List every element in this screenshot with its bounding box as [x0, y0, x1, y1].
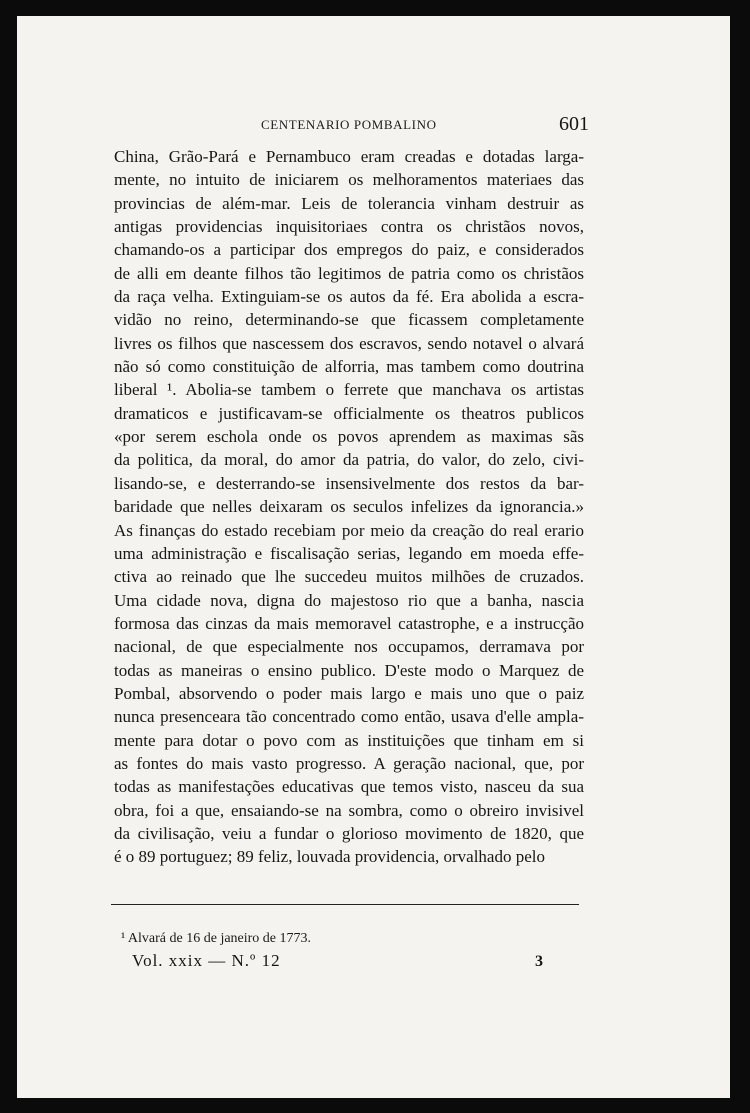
- text-line: uma administração e fiscalisação serias, legando em moeda effe-: [114, 543, 584, 563]
- text-line: livres os filhos que nascessem dos escravos, sendo notavel o alvará: [114, 333, 584, 353]
- text-line: mente para dotar o povo com as instituições que tinham em si: [114, 730, 584, 750]
- text-line: vidão no reino, determinando-se que ficassem completamente: [114, 310, 584, 330]
- text-line: As finanças do estado recebiam por meio da creação do real erario: [114, 520, 584, 540]
- text-line: «por serem eschola onde os povos aprendem as maximas sãs: [114, 427, 584, 447]
- text-line: formosa das cinzas da mais memoravel catastrophe, e a instrucção: [114, 613, 584, 633]
- text-line: não só como constituição de alforria, mas tambem como doutrina: [114, 357, 584, 377]
- text-line: da civilisação, veiu a fundar o glorioso movimento de 1820, que: [114, 823, 584, 843]
- text-line: nacional, de que especialmente nos occupamos, derramava por: [114, 637, 584, 657]
- text-line: todas as manifestações educativas que temos visto, nasceu da sua: [114, 777, 584, 797]
- text-line: é o 89 portuguez; 89 feliz, louvada providencia, orvalhado pelo: [114, 847, 545, 867]
- text-line: Pombal, absorvendo o poder mais largo e mais uno que o paiz: [114, 683, 584, 703]
- text-line: dramaticos e justificavam-se officialmente os theatros publicos: [114, 403, 584, 423]
- text-line: antigas providencias inquisitoriaes contra os christãos novos,: [114, 217, 584, 237]
- text-line: nunca presenceara tão concentrado como então, usava d'elle ampla-: [114, 707, 584, 727]
- text-line: China, Grão-Pará e Pernambuco eram creadas e dotadas larga-: [114, 147, 584, 166]
- page-number: 601: [559, 113, 589, 135]
- footnote: ¹ Alvará de 16 de janeiro de 1773.: [121, 931, 312, 946]
- book-page: [17, 16, 730, 1098]
- running-title: CENTENARIO POMBALINO: [261, 117, 437, 132]
- text-line: liberal ¹. Abolia-se tambem o ferrete que manchava os artistas: [114, 380, 584, 400]
- text-line: da politica, da moral, do amor da patria, do valor, do zelo, civi-: [114, 450, 584, 470]
- text-line: as fontes do mais vasto progresso. A geração nacional, que, por: [114, 753, 584, 773]
- volume-signature: Vol. xxix — N.º 12: [132, 951, 281, 970]
- page-header: [17, 113, 730, 137]
- text-line: de alli em deante filhos tão legitimos de patria como os christãos: [114, 263, 584, 283]
- text-line: ctiva ao reinado que lhe succedeu muitos milhões de cruzados.: [114, 567, 584, 587]
- text-line: obra, foi a que, ensaiando-se na sombra, como o obreiro invisivel: [114, 800, 584, 820]
- text-line: lisando-se, e desterrando-se insensivelmente dos restos da bar-: [114, 473, 584, 493]
- text-line: baridade que nelles deixaram os seculos infelizes da ignorancia.»: [114, 497, 584, 517]
- text-line: Uma cidade nova, digna do majestoso rio que a banha, nascia: [114, 590, 584, 610]
- text-line: todas as maneiras o ensino publico. D'este modo o Marquez de: [114, 660, 584, 680]
- body-text: [114, 145, 584, 869]
- text-line: chamando-os a participar dos empregos do paiz, e considerados: [114, 240, 584, 260]
- text-line: mente, no intuito de iniciarem os melhoramentos materiaes das: [114, 170, 584, 190]
- text-line: da raça velha. Extinguiam-se os autos da fé. Era abolida a escra-: [114, 287, 584, 307]
- footnote-divider: [111, 904, 579, 905]
- signature-mark: 3: [535, 953, 543, 970]
- text-line: provincias de além-mar. Leis de tolerancia vinham destruir as: [114, 193, 584, 213]
